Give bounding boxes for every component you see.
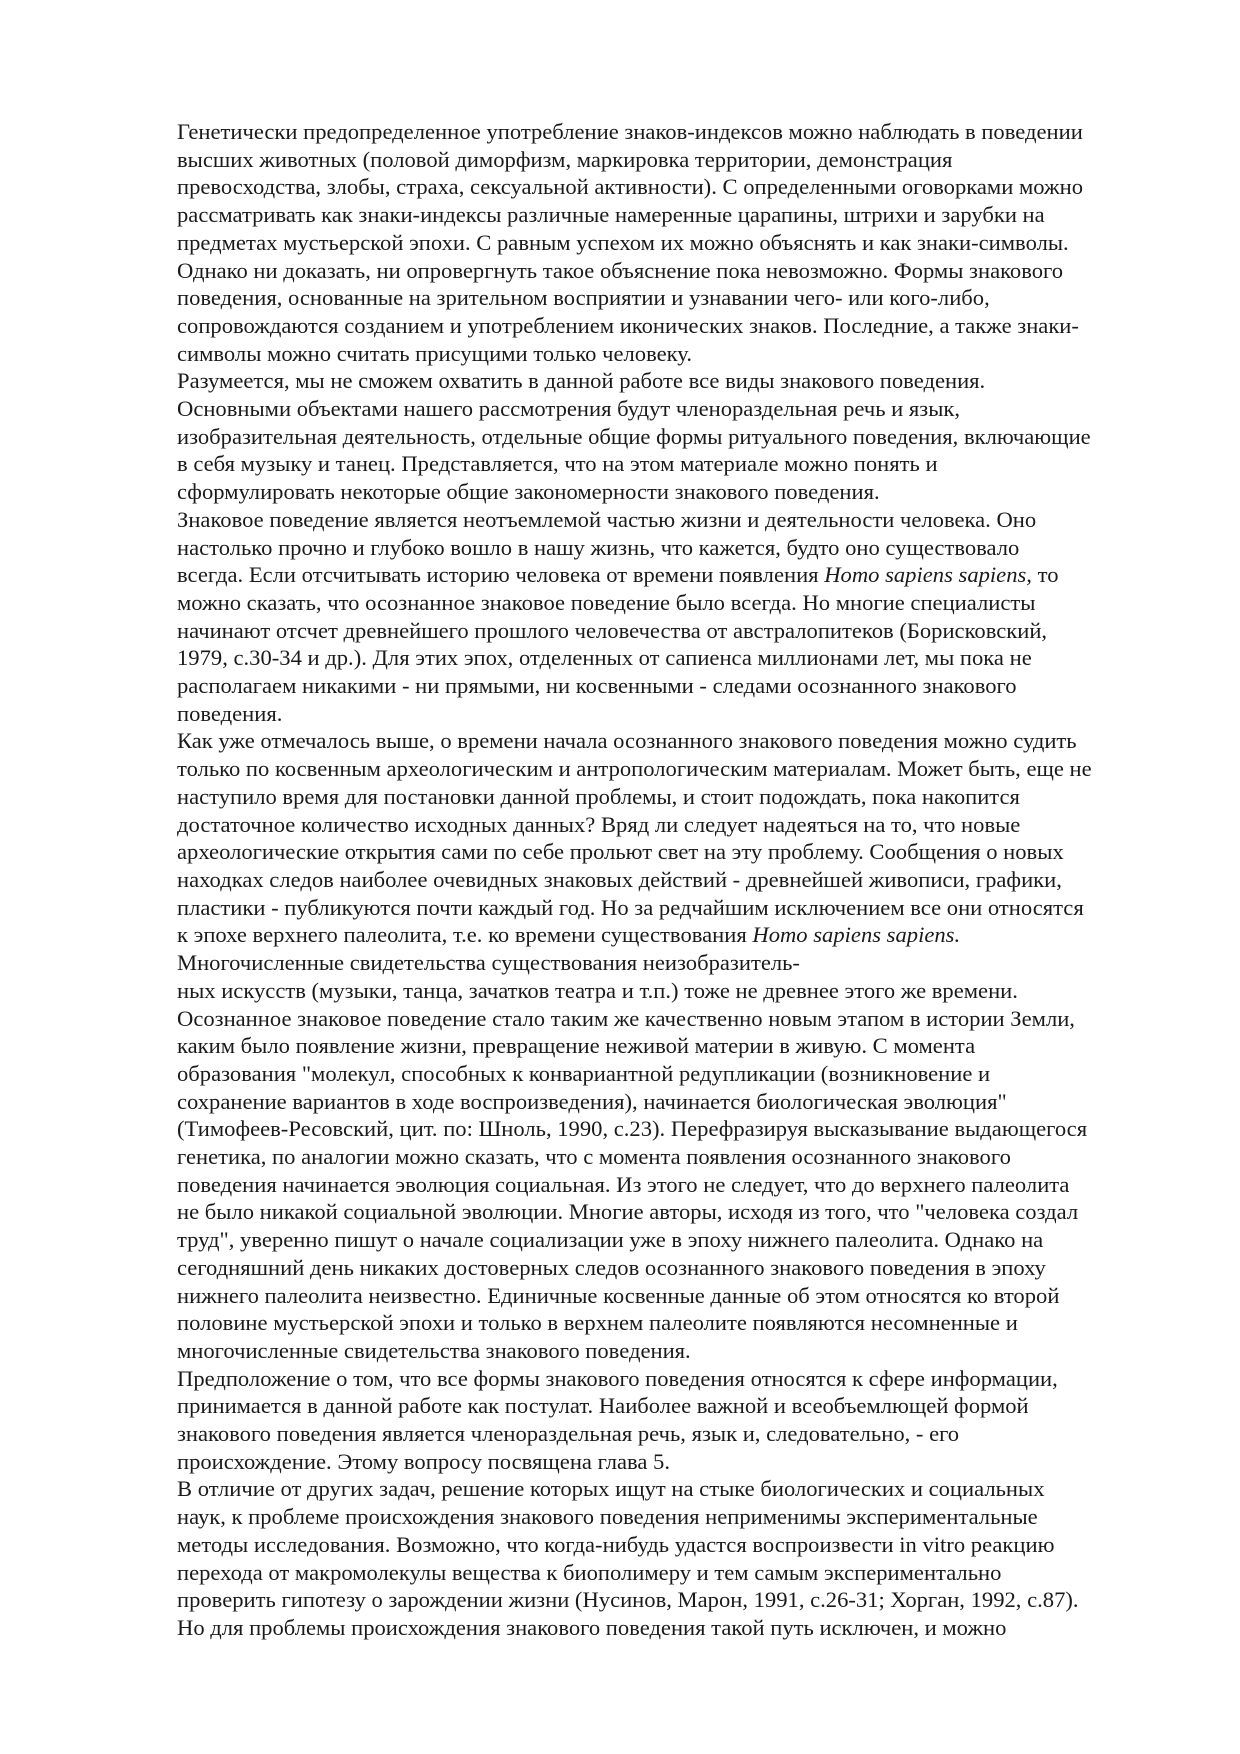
text-segment: Предположение о том, что все формы знакового поведения относятся к сфере информации, xyxy=(177,1365,1058,1391)
text-line xyxy=(177,340,1167,368)
text-segment: сохранение вариантов в ходе воспроизведения), начинается биологическая эволюция" xyxy=(177,1088,1007,1114)
text-segment: знакового поведения является членораздельная речь, язык и, следовательно, - его xyxy=(177,1421,960,1447)
text-line xyxy=(177,450,1167,478)
text-line xyxy=(177,312,1167,340)
text-segment: В отличие от других задач, решение которых ищут на стыке биологических и социальных xyxy=(177,1476,1045,1502)
text-segment: поведения. xyxy=(177,700,283,726)
text-segment: высших животных (половой диморфизм, маркировка территории, демонстрация xyxy=(177,146,953,172)
text-segment: рассматривать как знаки-индексы различные намеренные царапины, штрихи и зарубки на xyxy=(177,202,1045,228)
text-line xyxy=(177,1060,1167,1088)
text-segment: Знаковое поведение является неотъемлемой частью жизни и деятельности человека. Оно xyxy=(177,506,1037,532)
text-segment: половине мустьерской эпохи и только в верхнем палеолите появляются несомненные и xyxy=(177,1310,1018,1336)
text-line xyxy=(177,284,1167,312)
text-line xyxy=(177,201,1167,229)
text-segment: поведения, основанные на зрительном восприятии и узнавании чего- или кого-либо, xyxy=(177,285,990,311)
text-segment: сформулировать некоторые общие закономерности знакового поведения. xyxy=(177,479,880,505)
text-line xyxy=(177,866,1167,894)
text-line xyxy=(177,1559,1167,1587)
text-segment: сегодняшний день никаких достоверных следов осознанного знакового поведения в эпоху xyxy=(177,1254,1046,1280)
text-segment: 1979, с.30-34 и др.). Для этих эпох, отделенных от сапиенса миллионами лет, мы пока не xyxy=(177,645,1032,671)
text-line xyxy=(177,1420,1167,1448)
text-line xyxy=(177,838,1167,866)
text-line xyxy=(177,1614,1167,1642)
text-line xyxy=(177,644,1167,672)
text-segment: к эпохе верхнего палеолита, т.е. ко времени существования xyxy=(177,922,753,948)
text-segment: методы исследования. Возможно, что когда-нибудь удастся воспроизвести in vitro реакцию xyxy=(177,1531,1055,1557)
text-segment: то xyxy=(1031,562,1059,588)
text-line xyxy=(177,589,1167,617)
text-segment: археологические открытия сами по себе прольют свет на эту проблему. Сообщения о новых xyxy=(177,839,1064,865)
text-line xyxy=(177,755,1167,783)
text-line xyxy=(177,949,1167,977)
text-segment: принимается в данной работе как постулат. Наиболее важной и всеобъемлющей формой xyxy=(177,1393,1029,1419)
text-segment: наступило время для постановки данной проблемы, и стоит подождать, пока накопится xyxy=(177,783,1020,809)
text-segment: поведения начинается эволюция социальная. Из этого не следует, что до верхнего палеолита xyxy=(177,1171,1070,1197)
text-segment: располагаем никакими - ни прямыми, ни косвенными - следами осознанного знакового xyxy=(177,673,1017,699)
text-line xyxy=(177,894,1167,922)
text-segment: ных искусств (музыки, танца, зачатков театра и т.п.) тоже не древнее этого же времени. xyxy=(177,977,1018,1003)
text-segment: Однако ни доказать, ни опровергнуть такое объяснение пока невозможно. Формы знакового xyxy=(177,257,1064,283)
italic-term: Homo sapiens sapiens, xyxy=(824,562,1032,588)
text-segment: Но для проблемы происхождения знакового поведения такой путь исключен, и можно xyxy=(177,1614,1007,1640)
text-line xyxy=(177,1309,1167,1337)
text-segment: изобразительная деятельность, отдельные общие формы ритуального поведения, включающие xyxy=(177,423,1091,449)
text-segment: настолько прочно и глубоко вошло в нашу жизнь, что кажется, будто оно существовало xyxy=(177,534,1020,560)
text-segment: пластики - публикуются почти каждый год. Но за редчайшим исключением все они относятся xyxy=(177,894,1084,920)
text-line xyxy=(177,811,1167,839)
text-segment: всегда. Если отсчитывать историю человека от времени появления xyxy=(177,562,825,588)
text-segment: Основными объектами нашего рассмотрения будут членораздельная речь и язык, xyxy=(177,396,961,422)
text-segment: Как уже отмечалось выше, о времени начала осознанного знакового поведения можно судить xyxy=(177,728,1077,754)
text-line xyxy=(177,1586,1167,1614)
text-line xyxy=(177,1392,1167,1420)
text-line xyxy=(177,617,1167,645)
text-segment: сопровождаются созданием и употреблением иконических знаков. Последние, а также знаки- xyxy=(177,312,1079,338)
text-line xyxy=(177,1475,1167,1503)
text-line xyxy=(177,1088,1167,1116)
text-line xyxy=(177,1503,1167,1531)
text-line xyxy=(177,118,1167,146)
text-segment: достаточное количество исходных данных? Вряд ли следует надеяться на то, что новые xyxy=(177,811,1021,837)
text-line xyxy=(177,561,1167,589)
text-line xyxy=(177,1115,1167,1143)
text-segment: можно сказать, что осознанное знаковое поведение было всегда. Но многие специалисты xyxy=(177,589,1036,615)
text-line xyxy=(177,1448,1167,1476)
text-line xyxy=(177,1032,1167,1060)
text-line xyxy=(177,395,1167,423)
text-line xyxy=(177,423,1167,451)
text-line xyxy=(177,146,1167,174)
text-segment: Осознанное знаковое поведение стало таким же качественно новым этапом в истории Земли, xyxy=(177,1005,1075,1031)
text-line xyxy=(177,1254,1167,1282)
text-line xyxy=(177,257,1167,285)
text-segment: не было никакой социальной эволюции. Многие авторы, исходя из того, что "человека создал xyxy=(177,1199,1079,1225)
text-segment: (Тимофеев-Ресовский, цит. по: Шноль, 1990, с.23). Перефразируя высказывание выдающегося xyxy=(177,1116,1088,1142)
text-line xyxy=(177,783,1167,811)
text-segment: проверить гипотезу о зарождении жизни (Нусинов, Марон, 1991, с.26-31; Хорган, 1992, с.87). xyxy=(177,1587,1079,1613)
text-segment: перехода от макромолекулы вещества к биополимеру и тем самым экспериментально xyxy=(177,1559,1002,1585)
text-line xyxy=(177,921,1167,949)
text-line xyxy=(177,727,1167,755)
text-line xyxy=(177,1365,1167,1393)
text-line xyxy=(177,229,1167,257)
text-segment: нижнего палеолита неизвестно. Единичные косвенные данные об этом относятся ко второй xyxy=(177,1282,1060,1308)
text-segment: образования "молекул, способных к конвариантной редупликации (возникновение и xyxy=(177,1060,991,1086)
text-segment: многочисленные свидетельства знакового поведения. xyxy=(177,1337,691,1363)
text-segment: находках следов наиболее очевидных знаковых действий - древнейшей живописи, графики, xyxy=(177,866,1062,892)
text-segment: в себя музыку и танец. Представляется, что на этом материале можно понять и xyxy=(177,451,938,477)
text-segment: начинают отсчет древнейшего прошлого человечества от австралопитеков (Борисковский, xyxy=(177,617,1048,643)
text-segment: превосходства, злобы, страха, сексуальной активности). С определенными оговорками можно xyxy=(177,174,1083,200)
text-line xyxy=(177,1171,1167,1199)
text-line xyxy=(177,977,1167,1005)
text-line xyxy=(177,534,1167,562)
text-line xyxy=(177,173,1167,201)
text-line xyxy=(177,1005,1167,1033)
text-segment: наук, к проблеме происхождения знакового поведения неприменимы экспериментальные xyxy=(177,1504,1038,1530)
text-segment: каким было появление жизни, превращение неживой материи в живую. С момента xyxy=(177,1033,976,1059)
text-segment: предметах мустьерской эпохи. С равным успехом их можно объяснять и как знаки-символы. xyxy=(177,229,1069,255)
text-line xyxy=(177,1531,1167,1559)
body-text xyxy=(177,118,1167,1642)
text-segment: только по косвенным археологическим и антропологическим материалам. Может быть, еще не xyxy=(177,756,1092,782)
text-line xyxy=(177,1337,1167,1365)
text-line xyxy=(177,506,1167,534)
text-line xyxy=(177,700,1167,728)
text-line xyxy=(177,478,1167,506)
text-line xyxy=(177,1198,1167,1226)
text-segment: Многочисленные свидетельства существования неизобразитель- xyxy=(177,950,800,976)
italic-term: Homo sapiens sapiens. xyxy=(752,922,961,948)
text-segment: Генетически предопределенное употребление знаков-индексов можно наблюдать в поведении xyxy=(177,119,1083,144)
text-segment: труд", уверенно пишут о начале социализации уже в эпоху нижнего палеолита. Однако на xyxy=(177,1227,1044,1253)
text-segment: Разумеется, мы не сможем охватить в данной работе все виды знакового поведения. xyxy=(177,368,986,394)
text-segment: генетика, по аналогии можно сказать, что с момента появления осознанного знакового xyxy=(177,1144,1011,1170)
text-line xyxy=(177,672,1167,700)
text-line xyxy=(177,367,1167,395)
text-segment: происхождение. Этому вопросу посвящена глава 5. xyxy=(177,1448,671,1474)
text-segment: символы можно считать присущими только человеку. xyxy=(177,340,692,366)
text-line xyxy=(177,1282,1167,1310)
text-line xyxy=(177,1143,1167,1171)
text-line xyxy=(177,1226,1167,1254)
